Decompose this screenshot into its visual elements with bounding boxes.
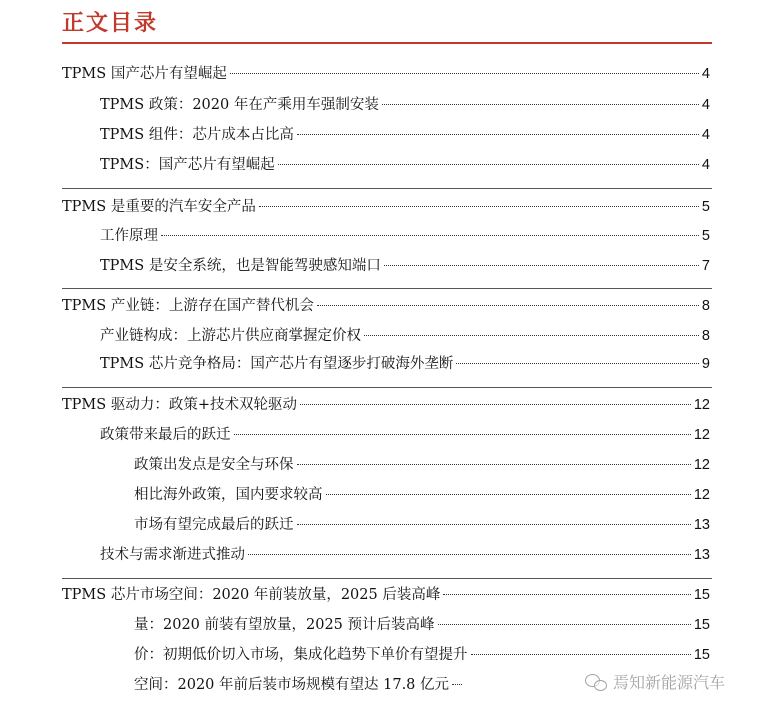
section-divider xyxy=(62,188,712,189)
toc-entry-label: TPMS 是重要的汽车安全产品 xyxy=(62,199,256,215)
toc-entry-page: 7 xyxy=(701,258,710,274)
toc-entry[interactable] xyxy=(62,584,710,606)
toc-entry[interactable] xyxy=(134,674,468,696)
toc-entry-label: TPMS：国产芯片有望崛起 xyxy=(100,157,275,173)
toc-entry-label: 相比海外政策，国内要求较高 xyxy=(134,487,323,503)
toc-entry-label: 量：2020 前装有望放量，2025 预计后装高峰 xyxy=(134,617,435,633)
toc-entry[interactable] xyxy=(62,295,710,317)
leader-dots xyxy=(452,684,462,685)
toc-entry-page: 4 xyxy=(701,127,710,143)
toc-entry-label: 技术与需求渐进式推动 xyxy=(100,547,245,563)
toc-entry-label: TPMS 产业链：上游存在国产替代机会 xyxy=(62,298,314,314)
toc-entry[interactable] xyxy=(62,196,710,218)
toc-entry-label: TPMS 国产芯片有望崛起 xyxy=(62,66,227,82)
leader-dots xyxy=(297,464,691,465)
leader-dots xyxy=(438,624,691,625)
toc-entry[interactable] xyxy=(100,544,710,566)
toc-entry-label: 价：初期低价切入市场，集成化趋势下单价有望提升 xyxy=(134,647,468,663)
toc-entry-page: 15 xyxy=(693,587,710,603)
toc-entry[interactable] xyxy=(100,255,710,277)
wechat-icon xyxy=(585,673,607,691)
toc-entry[interactable] xyxy=(134,454,710,476)
leader-dots xyxy=(278,164,699,165)
leader-dots xyxy=(382,104,699,105)
toc-entry-page: 12 xyxy=(693,427,710,443)
toc-entry[interactable] xyxy=(100,424,710,446)
toc-entry-page: 12 xyxy=(693,397,710,413)
watermark xyxy=(585,670,725,693)
toc-entry[interactable] xyxy=(62,394,710,416)
toc-entry-page: 13 xyxy=(693,547,710,563)
toc-entry-label: 工作原理 xyxy=(100,228,158,244)
leader-dots xyxy=(230,73,699,74)
leader-dots xyxy=(443,594,691,595)
toc-entry-label: TPMS 组件：芯片成本占比高 xyxy=(100,127,294,143)
leader-dots xyxy=(471,654,691,655)
toc-entry[interactable] xyxy=(100,124,710,146)
leader-dots xyxy=(317,305,699,306)
toc-entry-label: 市场有望完成最后的跃迁 xyxy=(134,517,294,533)
toc-entry-label: 政策出发点是安全与环保 xyxy=(134,457,294,473)
toc-entry[interactable] xyxy=(100,353,710,375)
toc-entry-page: 12 xyxy=(693,457,710,473)
toc-entry-page: 13 xyxy=(693,517,710,533)
toc-entry[interactable] xyxy=(100,94,710,116)
toc-entry-page: 12 xyxy=(693,487,710,503)
toc-entry-page: 5 xyxy=(701,228,710,244)
leader-dots xyxy=(326,494,691,495)
page-title: 正文目录 xyxy=(62,10,159,36)
leader-dots xyxy=(259,206,699,207)
toc-entry-page: 8 xyxy=(701,298,710,314)
toc-entry-page: 15 xyxy=(693,617,710,633)
toc-entry-page: 4 xyxy=(701,66,710,82)
toc-entry-label: TPMS 是安全系统，也是智能驾驶感知端口 xyxy=(100,258,381,274)
toc-entry-page: 9 xyxy=(701,356,710,372)
toc-entry[interactable] xyxy=(100,225,710,247)
toc-entry-label: TPMS 政策：2020 年在产乘用车强制安装 xyxy=(100,97,379,113)
leader-dots xyxy=(234,434,691,435)
leader-dots xyxy=(297,524,691,525)
watermark-text: 焉知新能源汽车 xyxy=(613,673,726,692)
toc-entry-label: 政策带来最后的跃迁 xyxy=(100,427,231,443)
toc-entry-page: 4 xyxy=(701,157,710,173)
leader-dots xyxy=(297,134,699,135)
toc-entry[interactable] xyxy=(134,484,710,506)
leader-dots xyxy=(300,404,691,405)
toc-entry-page: 8 xyxy=(701,328,710,344)
toc-entry-page: 15 xyxy=(693,647,710,663)
leader-dots xyxy=(161,235,699,236)
section-divider xyxy=(62,387,712,388)
toc-entry[interactable] xyxy=(100,325,710,347)
leader-dots xyxy=(384,265,699,266)
toc-entry[interactable] xyxy=(134,644,710,666)
toc-entry-label: TPMS 驱动力：政策+技术双轮驱动 xyxy=(62,397,297,413)
toc-entry-page: 4 xyxy=(701,97,710,113)
toc-entry-label: 空间：2020 年前后装市场规模有望达 17.8 亿元 xyxy=(134,677,450,693)
toc-entry[interactable] xyxy=(134,614,710,636)
toc-entry-label: TPMS 芯片竞争格局：国产芯片有望逐步打破海外垄断 xyxy=(100,356,454,372)
toc-entry-page: 5 xyxy=(701,199,710,215)
leader-dots xyxy=(456,363,699,364)
section-divider xyxy=(62,578,712,579)
toc-entry-label: 产业链构成：上游芯片供应商掌握定价权 xyxy=(100,328,361,344)
leader-dots xyxy=(248,554,691,555)
toc-entry[interactable] xyxy=(100,154,710,176)
toc-entry[interactable] xyxy=(62,63,710,85)
toc-entry[interactable] xyxy=(134,514,710,536)
leader-dots xyxy=(364,335,699,336)
section-divider xyxy=(62,288,712,289)
toc-entry-label: TPMS 芯片市场空间：2020 年前装放量，2025 后装高峰 xyxy=(62,587,441,603)
